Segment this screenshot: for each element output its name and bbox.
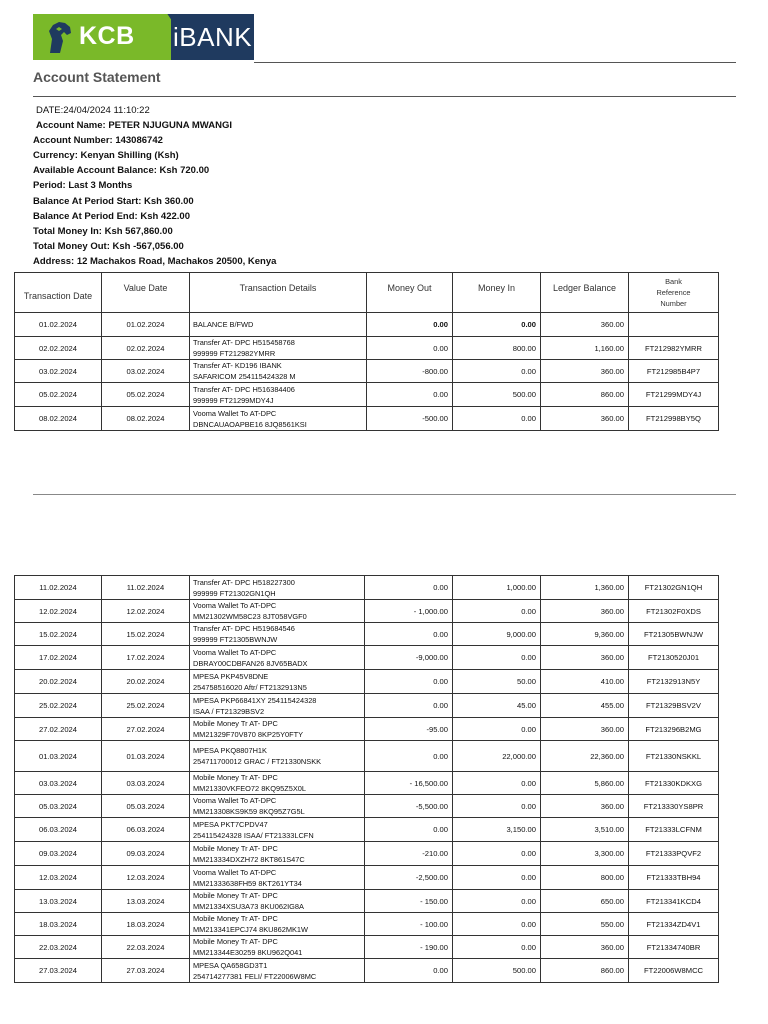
cell-money-in: 45.00 — [453, 694, 541, 718]
details-line-1: Vooma Wallet To AT-DPC — [193, 867, 277, 877]
header-value-date: Value Date — [102, 273, 190, 313]
cell-transaction-date: 25.02.2024 — [15, 694, 102, 718]
cell-money-out: -5,500.00 — [365, 795, 453, 818]
cell-money-out: -800.00 — [367, 360, 453, 383]
cell-money-in: 0.00 — [453, 718, 541, 741]
cell-transaction-date: 15.02.2024 — [15, 623, 102, 646]
header-ref-line-1: Bank — [665, 277, 682, 286]
cell-reference-number: FT2130520J01 — [629, 646, 719, 670]
header-transaction-details: Transaction Details — [190, 273, 367, 313]
cell-value-date: 27.02.2024 — [102, 718, 190, 741]
cell-value-date: 06.03.2024 — [102, 818, 190, 842]
cell-transaction-date: 20.02.2024 — [15, 670, 102, 694]
cell-reference-number: FT21329BSV2V — [629, 694, 719, 718]
details-line-1: MPESA PKQ8807H1K — [193, 746, 267, 755]
cell-transaction-date: 18.03.2024 — [15, 913, 102, 936]
cell-money-in: 500.00 — [453, 959, 541, 983]
cell-reference-number: FT21333TBH94 — [629, 866, 719, 890]
table-row — [15, 741, 719, 772]
cell-money-out: 0.00 — [367, 383, 453, 407]
cell-ledger-balance: 860.00 — [541, 383, 629, 407]
transactions-table-page-2 — [14, 575, 719, 983]
cell-money-in: 0.00 — [453, 360, 541, 383]
cell-money-in: 0.00 — [453, 913, 541, 936]
cell-money-in: 500.00 — [453, 383, 541, 407]
details-line-2: 999999 FT21305BWNJW — [193, 635, 278, 644]
cell-transaction-details — [190, 890, 365, 913]
table-body-page-2 — [15, 576, 719, 983]
cell-ledger-balance: 3,510.00 — [541, 818, 629, 842]
details-line-1: Mobile Money Tr AT- DPC — [193, 719, 278, 728]
details-line-2: MM213334DXZH72 8KT861S47C — [193, 854, 305, 864]
cell-transaction-details — [190, 313, 367, 337]
details-line-2: 999999 FT212982YMRR — [193, 349, 276, 358]
details-line-2: MM21333638FH59 8KT261YT34 — [193, 878, 302, 888]
cell-money-in: 0.00 — [453, 600, 541, 623]
cell-money-in: 0.00 — [453, 936, 541, 959]
cell-transaction-date: 12.03.2024 — [15, 866, 102, 890]
details-line-1: Vooma Wallet To AT-DPC — [193, 647, 277, 657]
cell-money-in: 1,000.00 — [453, 576, 541, 600]
table-row — [15, 842, 719, 866]
cell-reference-number: FT21330KDKXG — [629, 772, 719, 795]
details-line-1: Transfer AT- KD196 IBANK — [193, 361, 282, 370]
table-row — [15, 360, 719, 383]
table-row — [15, 623, 719, 646]
cell-reference-number: FT21334740BR — [629, 936, 719, 959]
details-line-2: MM21302WM58C23 8JT058VGF0 — [193, 612, 307, 621]
cell-ledger-balance: 360.00 — [541, 646, 629, 670]
kcb-ibank-logo — [33, 14, 254, 60]
cell-transaction-details — [190, 623, 365, 646]
cell-ledger-balance: 360.00 — [541, 718, 629, 741]
table-row — [15, 646, 719, 670]
cell-money-out: 0.00 — [365, 694, 453, 718]
cell-ledger-balance: 360.00 — [541, 936, 629, 959]
cell-value-date: 05.03.2024 — [102, 795, 190, 818]
cell-ledger-balance: 9,360.00 — [541, 623, 629, 646]
cell-reference-number: FT21299MDY4J — [629, 383, 719, 407]
cell-money-out: 0.00 — [365, 959, 453, 983]
cell-reference-number: FT21333LCFNM — [629, 818, 719, 842]
details-line-1: Vooma Wallet To AT-DPC — [193, 408, 277, 418]
cell-value-date: 08.02.2024 — [102, 407, 190, 431]
cell-value-date: 17.02.2024 — [102, 646, 190, 670]
cell-transaction-details — [190, 407, 367, 431]
cell-value-date: 05.02.2024 — [102, 383, 190, 407]
cell-reference-number: FT212985B4P7 — [629, 360, 719, 383]
details-line-1: Mobile Money Tr AT- DPC — [193, 891, 278, 900]
lion-icon — [47, 19, 73, 55]
cell-reference-number: FT212998BY5Q — [629, 407, 719, 431]
cell-transaction-date: 03.02.2024 — [15, 360, 102, 383]
cell-value-date: 27.03.2024 — [102, 959, 190, 983]
cell-reference-number: FT21334ZD4V1 — [629, 913, 719, 936]
cell-value-date: 22.03.2024 — [102, 936, 190, 959]
cell-reference-number: FT213341KCD4 — [629, 890, 719, 913]
account-name: Account Name: PETER NJUGUNA MWANGI — [36, 120, 232, 132]
cell-ledger-balance: 800.00 — [541, 866, 629, 890]
cell-transaction-details — [190, 383, 367, 407]
page-divider — [33, 494, 736, 495]
cell-reference-number: FT213296B2MG — [629, 718, 719, 741]
cell-ledger-balance: 360.00 — [541, 600, 629, 623]
details-line-2: MM213341EPCJ74 8KU862MK1W — [193, 925, 309, 934]
cell-transaction-date: 11.02.2024 — [15, 576, 102, 600]
cell-money-out: -210.00 — [365, 842, 453, 866]
details-line-2: MM21329F70V870 8KP25Y0FTY — [193, 730, 304, 739]
title-rule — [33, 96, 736, 97]
cell-money-out: -9,000.00 — [365, 646, 453, 670]
table-row — [15, 383, 719, 407]
cell-transaction-details — [190, 646, 365, 670]
cell-transaction-date: 22.03.2024 — [15, 936, 102, 959]
cell-reference-number: FT21305BWNJW — [629, 623, 719, 646]
table-body-page-1 — [15, 313, 719, 431]
cell-money-in: 0.00 — [453, 407, 541, 431]
cell-transaction-date: 08.02.2024 — [15, 407, 102, 431]
table-row — [15, 890, 719, 913]
cell-transaction-date: 27.02.2024 — [15, 718, 102, 741]
table-row — [15, 670, 719, 694]
details-line-2: MM213344E30259 8KU962Q041 — [193, 948, 303, 957]
details-line-1: Transfer AT- DPC H519684546 — [193, 624, 295, 633]
cell-transaction-details — [190, 360, 367, 383]
cell-reference-number — [629, 313, 719, 337]
details-line-2: 999999 FT21299MDY4J — [193, 395, 274, 405]
details-line-1: Mobile Money Tr AT- DPC — [193, 773, 278, 782]
details-line-1: MPESA PKT7CPDV47 — [193, 819, 268, 829]
transactions-table-page-1 — [14, 272, 719, 431]
cell-transaction-date: 12.02.2024 — [15, 600, 102, 623]
details-line-2: 999999 FT21302GN1QH — [193, 588, 276, 598]
cell-money-out: -500.00 — [367, 407, 453, 431]
cell-ledger-balance: 650.00 — [541, 890, 629, 913]
header-money-out: Money Out — [367, 273, 453, 313]
cell-money-in: 800.00 — [453, 337, 541, 360]
cell-transaction-details — [190, 670, 365, 694]
cell-transaction-details — [190, 842, 365, 866]
cell-transaction-details — [190, 694, 365, 718]
cell-money-in: 9,000.00 — [453, 623, 541, 646]
table-row — [15, 913, 719, 936]
cell-transaction-details — [190, 576, 365, 600]
header-ref-line-2: Reference — [656, 288, 691, 297]
cell-money-in: 0.00 — [453, 890, 541, 913]
cell-value-date: 12.02.2024 — [102, 600, 190, 623]
header-ref-line-3: Number — [660, 299, 687, 308]
table-row — [15, 576, 719, 600]
table-row — [15, 407, 719, 431]
table-row — [15, 818, 719, 842]
details-line-1: Mobile Money Tr AT- DPC — [193, 937, 278, 946]
cell-transaction-date: 09.03.2024 — [15, 842, 102, 866]
details-line-2: ISAA / FT21329BSV2 — [193, 706, 265, 716]
cell-value-date: 03.03.2024 — [102, 772, 190, 795]
cell-transaction-details — [190, 772, 365, 795]
cell-transaction-date: 17.02.2024 — [15, 646, 102, 670]
details-line-1: MPESA QA658GD3T1 — [193, 960, 268, 970]
details-line-2: DBNCAUAOAPBE16 8JQ8561KSI — [193, 419, 307, 429]
cell-ledger-balance: 360.00 — [541, 795, 629, 818]
cell-reference-number: FT21302GN1QH — [629, 576, 719, 600]
cell-transaction-details — [190, 600, 365, 623]
address: Address: 12 Machakos Road, Machakos 20500, Kenya — [33, 255, 277, 267]
cell-money-out: 0.00 — [365, 670, 453, 694]
period: Period: Last 3 Months — [33, 180, 133, 192]
cell-transaction-date: 05.02.2024 — [15, 383, 102, 407]
details-line-1: Transfer AT- DPC H516384406 — [193, 384, 295, 394]
cell-money-in: 0.00 — [453, 795, 541, 818]
details-line-2: 254115424328 ISAA/ FT21333LCFN — [193, 830, 314, 840]
cell-transaction-details — [190, 795, 365, 818]
details-line-1: Transfer AT- DPC H518227300 — [193, 577, 295, 587]
table-row — [15, 936, 719, 959]
details-line-2: 254758516020 Aftr/ FT2132913N5 — [193, 682, 307, 692]
cell-money-out: -95.00 — [365, 718, 453, 741]
cell-reference-number: FT21302F0XDS — [629, 600, 719, 623]
cell-transaction-details — [190, 718, 365, 741]
page-title: Account Statement — [33, 69, 161, 85]
header-transaction-date: Transaction Date — [15, 273, 102, 313]
details-line-2: MM21330VKFEO72 8KQ95Z5X0L — [193, 784, 306, 793]
details-line-1: Mobile Money Tr AT- DPC — [193, 914, 278, 923]
currency: Currency: Kenyan Shilling (Ksh) — [33, 150, 179, 162]
cell-ledger-balance: 1,360.00 — [541, 576, 629, 600]
cell-reference-number: FT212982YMRR — [629, 337, 719, 360]
cell-money-in: 0.00 — [453, 842, 541, 866]
cell-transaction-date: 06.03.2024 — [15, 818, 102, 842]
account-number: Account Number: 143086742 — [33, 135, 163, 147]
table-row — [15, 772, 719, 795]
cell-value-date: 09.03.2024 — [102, 842, 190, 866]
cell-money-in: 22,000.00 — [453, 741, 541, 772]
cell-reference-number: FT21333PQVF2 — [629, 842, 719, 866]
cell-value-date: 18.03.2024 — [102, 913, 190, 936]
cell-transaction-date: 13.03.2024 — [15, 890, 102, 913]
cell-value-date: 13.03.2024 — [102, 890, 190, 913]
cell-money-out: 0.00 — [365, 623, 453, 646]
balance-period-end: Balance At Period End: Ksh 422.00 — [33, 210, 190, 222]
details-line-2: SAFARICOM 254115424328 M — [193, 372, 296, 381]
statement-date: DATE:24/04/2024 11:10:22 — [36, 105, 150, 116]
cell-transaction-details — [190, 936, 365, 959]
details-line-1: Vooma Wallet To AT-DPC — [193, 601, 277, 610]
cell-money-out: 0.00 — [365, 741, 453, 772]
cell-transaction-details — [190, 959, 365, 983]
table-row — [15, 313, 719, 337]
cell-ledger-balance: 860.00 — [541, 959, 629, 983]
cell-transaction-details — [190, 741, 365, 772]
cell-transaction-details — [190, 337, 367, 360]
cell-value-date: 02.02.2024 — [102, 337, 190, 360]
total-money-in: Total Money In: Ksh 567,860.00 — [33, 225, 173, 237]
cell-value-date: 01.02.2024 — [102, 313, 190, 337]
cell-money-out: -2,500.00 — [365, 866, 453, 890]
details-line-1: MPESA PKP45V8DNE — [193, 671, 269, 681]
cell-ledger-balance: 22,360.00 — [541, 741, 629, 772]
cell-money-out: 0.00 — [365, 576, 453, 600]
cell-money-out: 0.00 — [365, 818, 453, 842]
cell-reference-number: FT2132913N5Y — [629, 670, 719, 694]
header-money-in: Money In — [453, 273, 541, 313]
cell-money-out: - 100.00 — [365, 913, 453, 936]
cell-ledger-balance: 5,860.00 — [541, 772, 629, 795]
logo-brand-text: KCB — [79, 22, 135, 50]
cell-money-out: - 150.00 — [365, 890, 453, 913]
header-ledger-balance: Ledger Balance — [541, 273, 629, 313]
cell-ledger-balance: 455.00 — [541, 694, 629, 718]
cell-ledger-balance: 1,160.00 — [541, 337, 629, 360]
header-rule — [254, 62, 736, 63]
cell-ledger-balance: 360.00 — [541, 313, 629, 337]
cell-reference-number: FT21330NSKKL — [629, 741, 719, 772]
cell-money-in: 0.00 — [453, 772, 541, 795]
details-line-1: Vooma Wallet To AT-DPC — [193, 796, 277, 805]
cell-money-out: - 16,500.00 — [365, 772, 453, 795]
cell-money-out: 0.00 — [367, 337, 453, 360]
cell-ledger-balance: 360.00 — [541, 360, 629, 383]
cell-money-out: - 1,000.00 — [365, 600, 453, 623]
details-line-2: 254714277381 FELI/ FT22006W8MC — [193, 971, 317, 981]
available-balance: Available Account Balance: Ksh 720.00 — [33, 165, 210, 177]
cell-money-in: 50.00 — [453, 670, 541, 694]
cell-value-date: 01.03.2024 — [102, 741, 190, 772]
total-money-out: Total Money Out: Ksh -567,056.00 — [33, 240, 184, 252]
cell-reference-number: FT22006W8MCC — [629, 959, 719, 983]
details-line-1: Transfer AT- DPC H515458768 — [193, 338, 295, 347]
details-line-1: BALANCE B/FWD — [193, 320, 254, 329]
cell-transaction-date: 01.02.2024 — [15, 313, 102, 337]
account-info — [33, 103, 276, 269]
table-row — [15, 959, 719, 983]
details-line-1: Mobile Money Tr AT- DPC — [193, 843, 278, 853]
cell-transaction-details — [190, 866, 365, 890]
cell-money-in: 0.00 — [453, 646, 541, 670]
cell-transaction-date: 05.03.2024 — [15, 795, 102, 818]
cell-ledger-balance: 410.00 — [541, 670, 629, 694]
logo-product-text: iBANK — [173, 22, 253, 52]
table-row — [15, 337, 719, 360]
cell-reference-number: FT213330YS8PR — [629, 795, 719, 818]
cell-value-date: 20.02.2024 — [102, 670, 190, 694]
cell-transaction-details — [190, 913, 365, 936]
table-row — [15, 866, 719, 890]
details-line-1: MPESA PKP66841XY 254115424328 — [193, 695, 317, 705]
details-line-2: DBRAY00CDBFAN26 8JV65BADX — [193, 658, 308, 668]
cell-transaction-details — [190, 818, 365, 842]
cell-money-out: 0.00 — [367, 313, 453, 337]
cell-money-in: 0.00 — [453, 313, 541, 337]
cell-transaction-date: 03.03.2024 — [15, 772, 102, 795]
header-bank-reference — [629, 273, 719, 313]
cell-value-date: 03.02.2024 — [102, 360, 190, 383]
cell-value-date: 15.02.2024 — [102, 623, 190, 646]
table-row — [15, 694, 719, 718]
table-row — [15, 600, 719, 623]
cell-money-in: 3,150.00 — [453, 818, 541, 842]
cell-value-date: 25.02.2024 — [102, 694, 190, 718]
details-line-2: 254711700012 GRAC / FT21330NSKK — [193, 757, 322, 766]
cell-value-date: 12.03.2024 — [102, 866, 190, 890]
cell-transaction-date: 02.02.2024 — [15, 337, 102, 360]
cell-transaction-date: 27.03.2024 — [15, 959, 102, 983]
cell-ledger-balance: 550.00 — [541, 913, 629, 936]
table-row — [15, 795, 719, 818]
details-line-2: MM21334XSU3A73 8KU062IG8A — [193, 902, 304, 911]
cell-money-in: 0.00 — [453, 866, 541, 890]
cell-transaction-date: 01.03.2024 — [15, 741, 102, 772]
cell-value-date: 11.02.2024 — [102, 576, 190, 600]
table-row — [15, 718, 719, 741]
balance-period-start: Balance At Period Start: Ksh 360.00 — [33, 195, 194, 207]
details-line-2: MM213308KS9K59 8KQ95Z7G5L — [193, 807, 305, 816]
cell-ledger-balance: 3,300.00 — [541, 842, 629, 866]
cell-money-out: - 190.00 — [365, 936, 453, 959]
cell-ledger-balance: 360.00 — [541, 407, 629, 431]
